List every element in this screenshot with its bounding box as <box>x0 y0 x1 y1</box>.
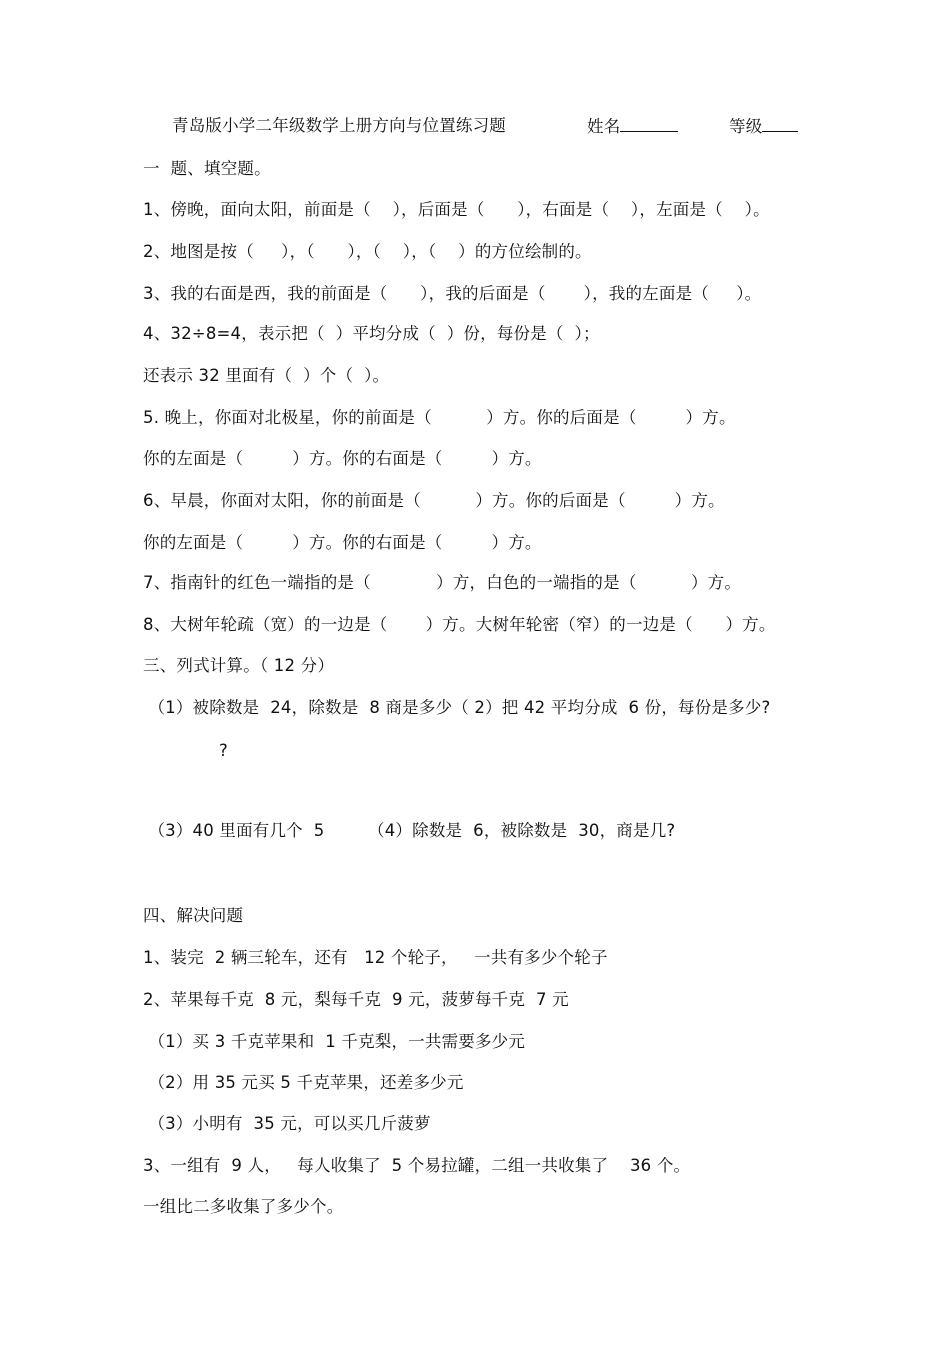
question-1: 1、傍晚，面向太阳，前面是（ ），后面是（ ），右面是（ ），左面是（ ）。 <box>143 200 770 219</box>
calculation-3-4: （3）40 里面有几个 5 （4）除数是 6，被除数是 30，商是几? <box>143 821 676 840</box>
grade-field[interactable] <box>729 115 798 138</box>
question-5: 5. 晚上，你面对北极星，你的前面是（ ）方。你的后面是（ ）方。 <box>143 408 736 427</box>
question-4: 4、32÷8=4，表示把（ ）平均分成（ ）份，每份是（ ）； <box>143 324 600 343</box>
problem-2-part-2: （2）用 35 元买 5 千克苹果，还差多少元 <box>143 1073 464 1092</box>
name-field[interactable] <box>587 115 678 138</box>
name-blank[interactable] <box>620 115 678 132</box>
question-4-continued: 还表示 32 里面有（ ）个（ ）。 <box>143 366 390 385</box>
question-5-continued: 你的左面是（ ）方。你的右面是（ ）方。 <box>143 449 542 468</box>
grade-label: 等级 <box>729 117 763 136</box>
question-6: 6、早晨，你面对太阳，你的前面是（ ）方。你的后面是（ ）方。 <box>143 491 725 510</box>
calculation-1-2: （1）被除数是 24，除数是 8 商是多少（ 2）把 42 平均分成 6 份，每份是多少? <box>143 698 771 717</box>
problem-1: 1、装完 2 辆三轮车，还有 12 个轮子， 一共有多少个轮子 <box>143 948 608 967</box>
section-fill-blank-heading: 一 题、填空题。 <box>143 159 271 178</box>
calculation-1-question-mark: ? <box>219 741 228 760</box>
problem-2-part-1: （1）买 3 千克苹果和 1 千克梨，一共需要多少元 <box>143 1032 526 1051</box>
question-7: 7、指南针的红色一端指的是（ ）方，白色的一端指的是（ ）方。 <box>143 573 742 592</box>
problem-2: 2、苹果每千克 8 元，梨每千克 9 元，菠萝每千克 7 元 <box>143 990 569 1009</box>
grade-blank[interactable] <box>762 115 798 132</box>
problem-2-part-3: （3）小明有 35 元，可以买几斤菠萝 <box>143 1114 431 1133</box>
question-2: 2、地图是按（ ），（ ），（ ），（ ）的方位绘制的。 <box>143 242 592 261</box>
question-6-continued: 你的左面是（ ）方。你的右面是（ ）方。 <box>143 533 542 552</box>
question-3: 3、我的右面是西，我的前面是（ ），我的后面是（ ），我的左面是（ ）。 <box>143 284 762 303</box>
question-8: 8、大树年轮疏（宽）的一边是（ ）方。大树年轮密（窄）的一边是（ ）方。 <box>143 615 776 634</box>
problem-3: 3、一组有 9 人， 每人收集了 5 个易拉罐，二组一共收集了 36 个。 <box>143 1156 691 1175</box>
problem-3-continued: 一组比二多收集了多少个。 <box>143 1197 344 1216</box>
section-problems-heading: 四、解决问题 <box>143 906 244 925</box>
section-calculation-heading: 三、列式计算。（ 12 分） <box>143 656 335 675</box>
name-label: 姓名 <box>587 117 621 136</box>
worksheet-title: 青岛版小学二年级数学上册方向与位置练习题 <box>172 116 506 135</box>
